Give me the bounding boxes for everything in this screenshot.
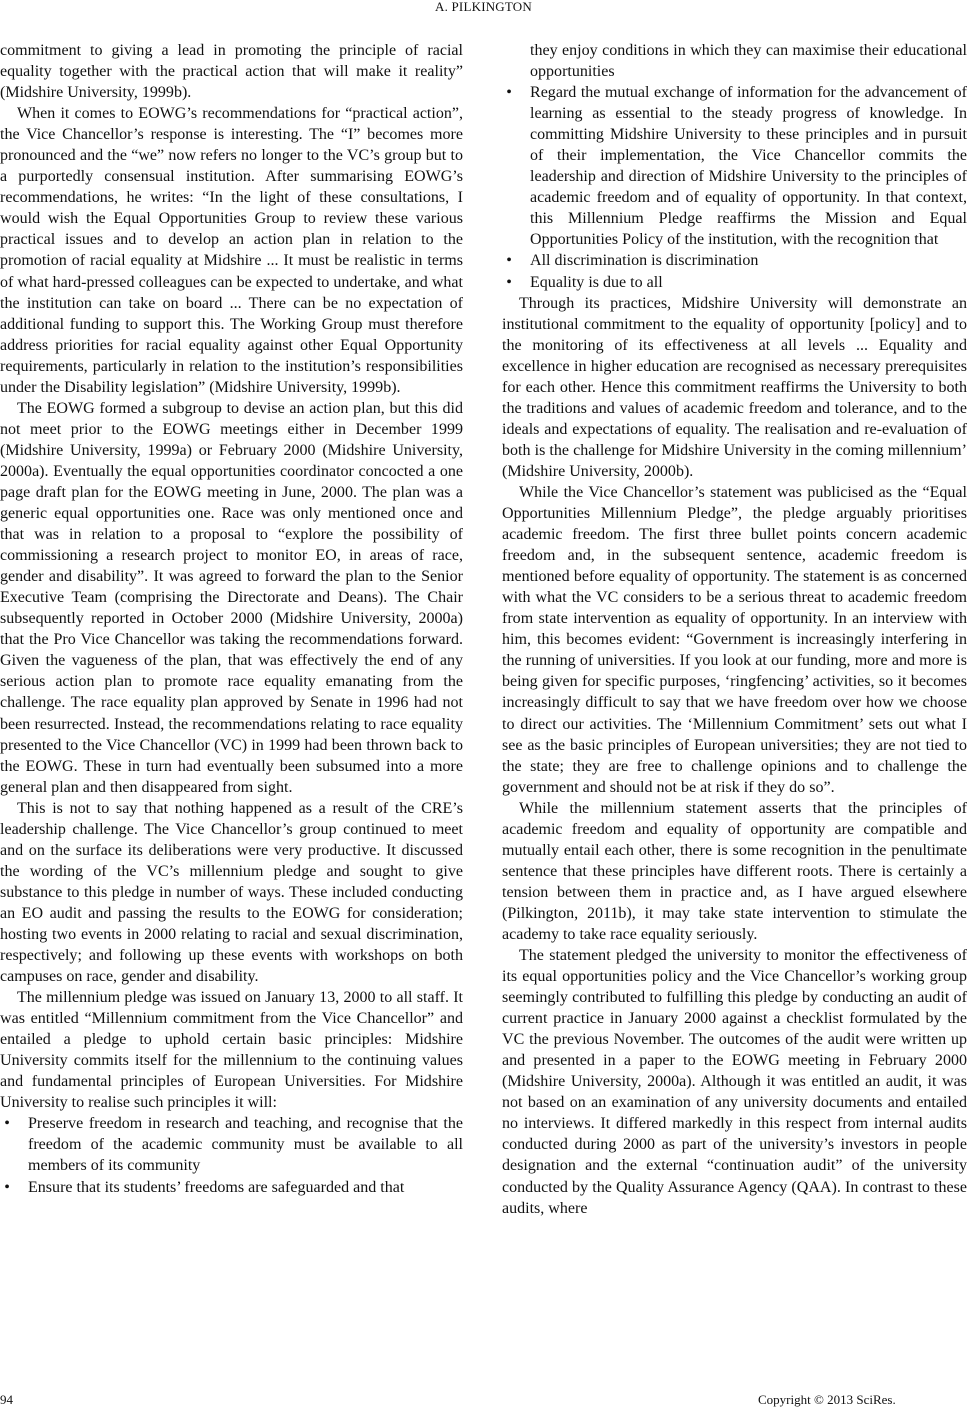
bullet-item — [502, 82, 967, 250]
bullet-item — [0, 1177, 463, 1198]
bullet-text: Equality is due to all — [530, 273, 663, 291]
bullet-text: Regard the mutual exchange of information for the advancement of learning as essential to the steady progress of knowledge. In committing Midshire University to these principles and in pursuit of their implementation, the Vice Chancellor commits the leadership and direction of Midshire University to the principles of academic freedom and of equality of opportunity. In that context, this Millennium Pledge reaffirms the Mission and Equal Opportunities Policy of the institution, with the recognition that — [530, 84, 967, 249]
left-column — [0, 40, 463, 1198]
bullet-item — [0, 1113, 463, 1176]
paragraph: The EOWG formed a subgroup to devise an action plan, but this did not meet prior to the EOWG meetings either in December 1999 (Midshire University, 1999a) or February 2000 (Midshire University, 2000a). Eventually the equal opportunities coordinator concocted a one page draft plan for the EOWG meeting in June, 2000. The plan was a generic equal opportunities one. Race was only mentioned once and that was in relation to a proposal to “explore the possibility of commissioning a research project to monitor EO, in areas of race, gender and disability”. It was agreed to forward the plan to the Senior Executive Team (comprising the Directorate and Deans). The Chair subsequently reported in October 2000 (Midshire University, 2000a) that the Pro Vice Chancellor was taking the recommendations forward. Given the vagueness of the plan, that was effectively the end of any serious action plan to promote race equality emanating from the challenge. The race equality plan approved by Senate in 1996 had not been resurrected. Instead, the recommendations relating to race equality presented to the Vice Chancellor (VC) in 1999 had been thrown back to the EOWG. These in turn had eventually been subsumed into a more general plan and then disappeared from sight. — [0, 399, 463, 796]
paragraph: This is not to say that nothing happened as a result of the CRE’s leadership challenge. The Vice Chancellor’s group continued to meet and on the surface its deliberations were very productive. It discussed the wording of the VC’s millennium pledge and sought to give substance to this pledge in number of ways. These included conducting an EO audit and passing the results to the EOWG for consideration; hosting two events in 2000 relating to racial and sexual discrimination, respectively; and following up these events with workshops on both campuses on race, gender and disability. — [0, 799, 463, 986]
bullet-text: All discrimination is discrimination — [530, 252, 759, 270]
bullet-icon: • — [506, 84, 512, 102]
bullet-item — [502, 272, 967, 293]
right-column — [502, 40, 967, 1219]
paragraph: commitment to giving a lead in promoting the principle of racial equality together with the practical action that will make it reality” (Midshire University, 1999b). — [0, 42, 463, 102]
bullet-item — [502, 250, 967, 271]
bullet-text: Preserve freedom in research and teaching, and recognise that the freedom of the academic community must be available to all members of its community — [28, 1115, 463, 1175]
copyright-notice: Copyright © 2013 SciRes. — [758, 1392, 896, 1407]
pledge-bullet-list — [0, 1113, 463, 1197]
bullet-icon: • — [506, 273, 512, 291]
bullet-icon: • — [4, 1178, 10, 1196]
page-number: 94 — [0, 1392, 13, 1407]
paragraph: While the Vice Chancellor’s statement was publicised as the “Equal Opportunities Millennium Pledge”, the pledge arguably prioritises academic freedom. The first three bullet points concern academic freedom and, in the subsequent sentence, academic freedom is mentioned before equality of opportunity. The statement is as concerned with what the VC considers to be a serious threat to academic freedom from state intervention as equality of opportunity. In an interview with him, this becomes evident: “Government is increasingly interfering in the running of universities. If you look at our funding, more and more is being given for specific purposes, ‘ringfencing’ activities, so it becomes increasingly difficult to say that we have freedom over how we choose to direct our activities. The ‘Millennium Commitment’ sets out what I see as the basic principles of European universities; they are not tied to the state; they are free to challenge opinions and to challenge the government and should not be at risk if they do so”. — [502, 483, 967, 796]
paragraph: While the millennium statement asserts that the principles of academic freedom and equality of opportunity are compatible and mutually entail each other, there is some recognition in the penultimate sentence that these principles have different roots. There is certainly a tension between them in practice and, as I have argued elsewhere (Pilkington, 2011b), it may take state intervention to stimulate the academy to take race equality seriously. — [502, 799, 967, 943]
bullet-text: Ensure that its students’ freedoms are safeguarded and that — [28, 1178, 405, 1196]
paragraph: The statement pledged the university to monitor the effectiveness of its equal opportunities policy and the Vice Chancellor’s working group seemingly contributed to fulfilling this pledge by conducting an audit of current practice in January 2000 against a checklist formulated by the VC the previous November. The outcomes of the audit were written up and presented in a paper to the EOWG meeting in February 2000 (Midshire University, 2000a). Although it was entitled an audit, it was not based on an examination of any university documents and entailed no interviews. It differed markedly in this respect from internal audits conducted during 2000 as part of the university’s investors in people designation and the external “continuation audit” of the university conducted by the Quality Assurance Agency (QAA). In contrast to these audits, where — [502, 947, 967, 1217]
bullet-continuation: they enjoy conditions in which they can maximise their educational opportunities — [530, 42, 967, 81]
bullet-icon: • — [4, 1115, 10, 1133]
paragraph: Through its practices, Midshire University will demonstrate an institutional commitment to the equality of opportunity [policy] and to the monitoring of its effectiveness at all levels ... Equality and excellence in higher education are recognised as necessary prerequisites for each other. Hence this commitment reaffirms the University to both the traditions and values of academic freedom and tolerance, and to the ideals and expectations of equality. The realisation and re-evaluation of both is the challenge for Midshire University in the coming millennium’ (Midshire University, 2000b). — [502, 294, 967, 480]
paragraph: When it comes to EOWG’s recommendations for “practical action”, the Vice Chancellor’s response is interesting. The “I” becomes more pronounced and the “we” now refers no longer to the VC’s group but to a purportedly consensual institution. After summarising EOWG’s recommendations, he writes: “In the light of these consultations, I would wish the Equal Opportunities Group to review these various practical issues and to develop an action plan in relation to the promotion of racial equality at Midshire ... It must be realistic in terms of what hard-pressed colleagues can be expected to undertake, and what the institution can take on board ... There can be no expectation of additional funding to support this. The Working Group must therefore address priorities for racial equality against other Equal Opportunity requirements, particularly in relation to the institution’s responsibilities under the Disability legislation” (Midshire University, 1999b). — [0, 105, 463, 396]
bullet-icon: • — [506, 252, 512, 270]
paragraph: The millennium pledge was issued on January 13, 2000 to all staff. It was entitled “Millennium commitment from the Vice Chancellor” and entailed a pledge to uphold certain basic principles: Midshire University commits itself for the millennium to the continuing values and fundamental principles of European Universities. For Midshire University to realise such principles it will: — [0, 989, 463, 1112]
pledge-bullet-list — [502, 82, 967, 292]
running-head: A. PILKINGTON — [435, 0, 532, 14]
